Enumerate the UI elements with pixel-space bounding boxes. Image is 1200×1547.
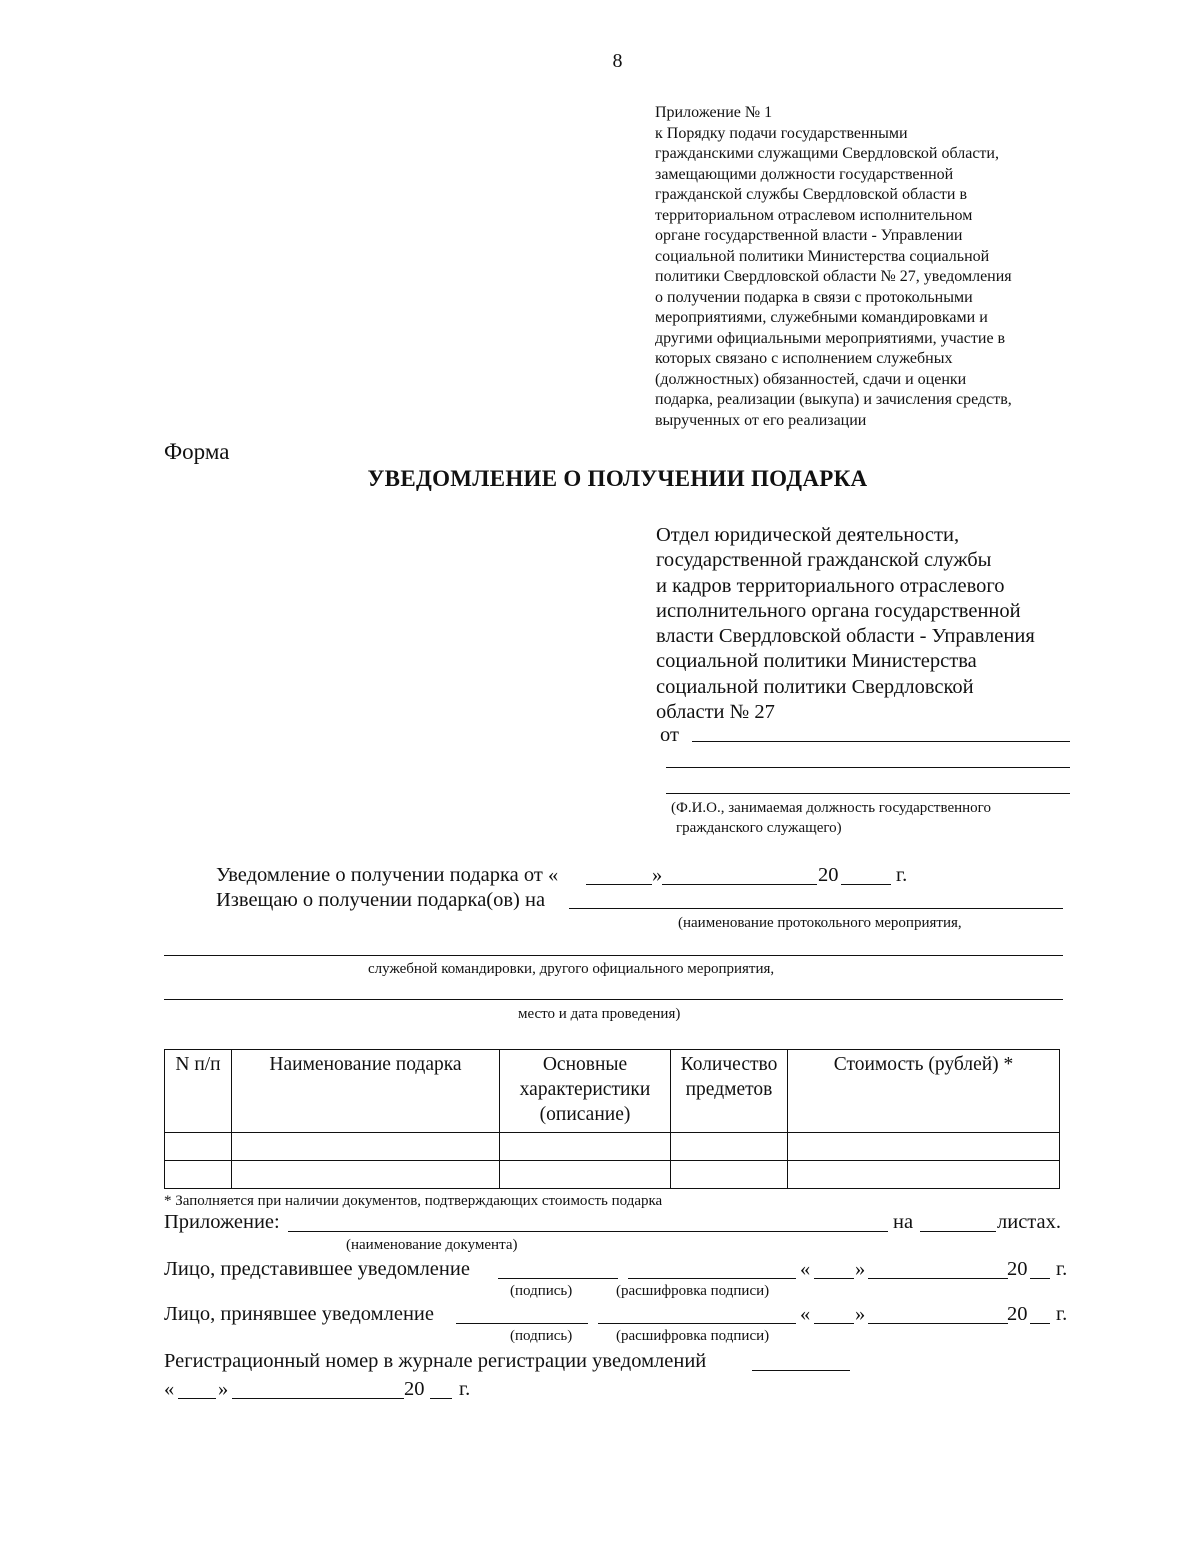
registration-year-suffix: г. (459, 1378, 471, 1400)
appendix-line: замещающими должности государственной (655, 165, 954, 183)
appendix-line: территориальном отраслевом исполнительном (655, 206, 973, 224)
registration-year-field[interactable] (430, 1398, 452, 1399)
sender-line-3[interactable] (666, 793, 1070, 794)
receiver-day-field[interactable] (814, 1323, 854, 1324)
table-cell[interactable] (788, 1133, 1060, 1161)
sender-caption: (Ф.И.О., занимаемая должность государственного (671, 800, 991, 816)
from-label: от (660, 724, 679, 746)
attachment-name-field[interactable] (288, 1231, 888, 1232)
column-header-number: N п/п (165, 1050, 232, 1133)
submitter-signature-caption: (подпись) (510, 1283, 573, 1299)
recipient-line: государственной гражданской службы (656, 549, 992, 572)
submitter-year-field[interactable] (1030, 1278, 1050, 1279)
registration-month-field[interactable] (232, 1398, 404, 1399)
receiver-decode-caption: (расшифровка подписи) (616, 1328, 770, 1344)
event-caption: (наименование протокольного мероприятия, (678, 915, 962, 931)
attachment-on-label: на (893, 1211, 914, 1233)
notice-year-suffix: г. (896, 864, 908, 886)
appendix-line: (должностных) обязанностей, сдачи и оценки (655, 370, 967, 388)
submitter-day-field[interactable] (814, 1278, 854, 1279)
receiver-signature-caption: (подпись) (510, 1328, 573, 1344)
submitter-open-quote: « (800, 1258, 811, 1280)
column-header-cost: Стоимость (рублей) * (788, 1050, 1060, 1133)
submitter-signature-field[interactable] (498, 1278, 618, 1279)
sender-line-2[interactable] (666, 767, 1070, 768)
appendix-line: гражданской службы Свердловской области в (655, 186, 968, 203)
recipient-line: Отдел юридической деятельности, (656, 524, 960, 546)
event-caption: служебной командировки, другого официального мероприятия, (368, 961, 775, 977)
table-row (165, 1161, 1060, 1189)
receiver-decode-field[interactable] (598, 1323, 796, 1324)
registration-number-field[interactable] (752, 1370, 850, 1371)
registration-year: 20 (404, 1378, 425, 1400)
submitter-year: 20 (1007, 1258, 1028, 1280)
receiver-year-field[interactable] (1030, 1323, 1050, 1324)
appendix-line: Приложение № 1 (655, 104, 773, 121)
recipient-line: области № 27 (656, 701, 775, 724)
registration-open-quote: « (164, 1378, 175, 1400)
column-header-characteristics: Основные характеристики (описание) (500, 1050, 671, 1133)
attachment-label: Приложение: (164, 1211, 280, 1233)
column-header-name: Наименование подарка (232, 1050, 500, 1133)
appendix-block (655, 103, 1105, 431)
form-label: Форма (164, 439, 230, 464)
appendix-line: к Порядку подачи государственными (655, 124, 908, 142)
registration-close-quote: » (218, 1378, 229, 1400)
appendix-line: политики Свердловской области № 27, уведомления (655, 268, 1012, 285)
table-cell[interactable] (232, 1161, 500, 1189)
submitter-decode-caption: (расшифровка подписи) (616, 1283, 770, 1299)
notice-date-prefix: Уведомление о получении подарка от « (216, 864, 559, 886)
event-field-3[interactable] (164, 999, 1063, 1000)
gift-table (164, 1049, 1060, 1189)
recipient-line: социальной политики Министерства (656, 650, 977, 673)
document-title: УВЕДОМЛЕНИЕ О ПОЛУЧЕНИИ ПОДАРКА (367, 466, 868, 491)
notice-month-field[interactable] (662, 884, 817, 885)
receiver-month-field[interactable] (868, 1323, 1008, 1324)
event-field-2[interactable] (164, 955, 1063, 956)
appendix-line: мероприятиями, служебными командировками и (655, 309, 988, 326)
recipient-block (656, 523, 1086, 725)
event-caption: место и дата проведения) (518, 1006, 681, 1022)
appendix-line: органе государственной власти - Управлении (655, 227, 963, 244)
table-header-row (165, 1050, 1060, 1133)
receiver-open-quote: « (800, 1303, 811, 1325)
attachment-sheets-label: листах. (997, 1211, 1061, 1233)
table-cell[interactable] (500, 1161, 671, 1189)
sender-caption: гражданского служащего) (676, 820, 842, 836)
attachment-sheets-field[interactable] (920, 1231, 996, 1232)
appendix-line: социальной политики Министерства социальной (655, 247, 990, 265)
notice-day-field[interactable] (586, 884, 652, 885)
appendix-line: другими официальными мероприятиями, участие в (655, 329, 1006, 347)
table-cell[interactable] (165, 1133, 232, 1161)
submitter-label: Лицо, представившее уведомление (164, 1258, 470, 1280)
recipient-line: и кадров территориального отраслевого (656, 574, 1005, 597)
table-cell[interactable] (232, 1133, 500, 1161)
receiver-signature-field[interactable] (456, 1323, 588, 1324)
table-row (165, 1133, 1060, 1161)
notice-year-prefix: 20 (818, 864, 839, 886)
table-cell[interactable] (671, 1161, 788, 1189)
receiver-label: Лицо, принявшее уведомление (164, 1303, 434, 1325)
notice-date-quote: » (652, 864, 663, 886)
footnote: * Заполняется при наличии документов, подтверждающих стоимость подарка (164, 1193, 663, 1209)
appendix-line: гражданскими служащими Свердловской области, (655, 145, 999, 162)
event-field-1[interactable] (569, 908, 1063, 909)
registration-day-field[interactable] (178, 1398, 216, 1399)
sender-line-1[interactable] (692, 741, 1070, 742)
event-prefix: Извещаю о получении подарка(ов) на (216, 889, 546, 911)
recipient-line: власти Свердловской области - Управления (656, 625, 1035, 648)
appendix-line: которых связано с исполнением служебных (655, 350, 953, 367)
registration-label: Регистрационный номер в журнале регистрации уведомлений (164, 1350, 707, 1372)
table-cell[interactable] (671, 1133, 788, 1161)
appendix-line: подарка, реализации (выкупа) и зачисления средств, (655, 391, 1012, 408)
table-cell[interactable] (165, 1161, 232, 1189)
page-number: 8 (612, 50, 623, 72)
submitter-month-field[interactable] (868, 1278, 1008, 1279)
table-cell[interactable] (788, 1161, 1060, 1189)
receiver-year-suffix: г. (1056, 1303, 1068, 1325)
submitter-year-suffix: г. (1056, 1258, 1068, 1280)
recipient-line: исполнительного органа государственной (656, 599, 1021, 622)
receiver-year: 20 (1007, 1303, 1028, 1325)
column-header-quantity: Количество предметов (671, 1050, 788, 1133)
table-cell[interactable] (500, 1133, 671, 1161)
attachment-caption: (наименование документа) (346, 1237, 518, 1253)
submitter-decode-field[interactable] (628, 1278, 796, 1279)
receiver-close-quote: » (855, 1303, 866, 1325)
submitter-close-quote: » (855, 1258, 866, 1280)
appendix-line: вырученных от его реализации (655, 411, 867, 429)
recipient-line: социальной политики Свердловской (656, 675, 974, 698)
appendix-line: о получении подарка в связи с протокольными (655, 288, 973, 306)
notice-year-field[interactable] (841, 884, 891, 885)
